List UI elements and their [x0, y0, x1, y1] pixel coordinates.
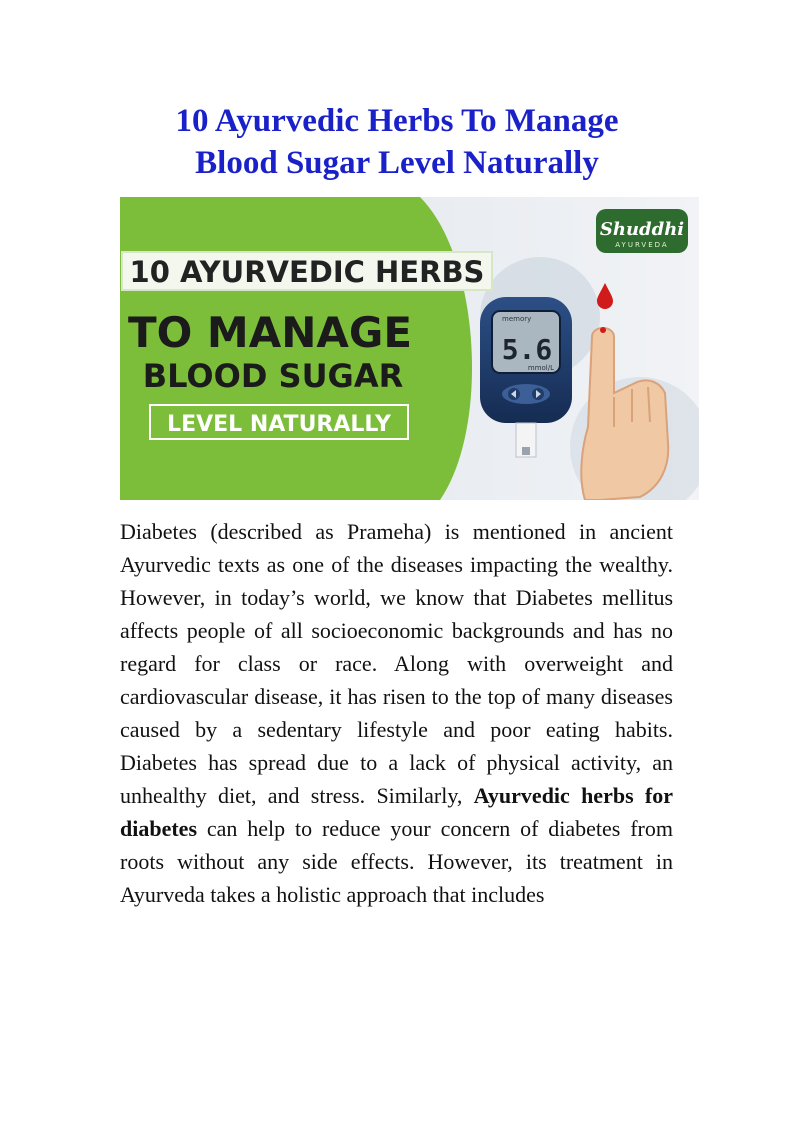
title-line-2: Blood Sugar Level Naturally — [195, 145, 599, 181]
intro-paragraph — [120, 515, 673, 911]
banner-line-2: TO MANAGE — [127, 308, 413, 357]
intro-bold-phrase: Ayurvedic herbs for diabetes — [120, 783, 673, 841]
brand-sub: AYURVEDA — [615, 241, 669, 249]
banner-line-4: LEVEL NATURALLY — [167, 412, 391, 437]
banner-line-1: 10 AYURVEDIC HERBS — [129, 255, 485, 289]
meter-reading: 5.6 — [501, 333, 553, 366]
title-line-1: 10 Ayurvedic Herbs To Manage — [175, 103, 619, 139]
brand-name: Shuddhi — [599, 219, 685, 240]
meter-unit: mmol/L — [527, 364, 554, 372]
intro-text-part-2: can help to reduce your concern of diabetes from roots without any side effects. However, its treatment in Ayurveda takes a holistic approach that includes — [120, 816, 673, 907]
hero-banner-image — [120, 197, 699, 500]
meter-memory-label: memory — [502, 315, 532, 323]
intro-text-part-1: Diabetes (described as Prameha) is mentioned in ancient Ayurvedic texts as one of the diseases impacting the wealthy. However, in today’s world, we know that Diabetes mellitus affects people of all socioeconomic backgrounds and has no regard for class or race. Along with overweight and cardiovascular disease, it has risen to the top of many diseases caused by a sedentary lifestyle and poor eating habits. Diabetes has spread due to a lack of physical activity, an unhealthy diet, and stress. Similarly, — [120, 519, 673, 808]
brand-logo — [596, 209, 688, 253]
finger-blood-spot — [600, 327, 606, 333]
banner-line-3: BLOOD SUGAR — [142, 357, 404, 395]
document-title — [100, 100, 694, 184]
